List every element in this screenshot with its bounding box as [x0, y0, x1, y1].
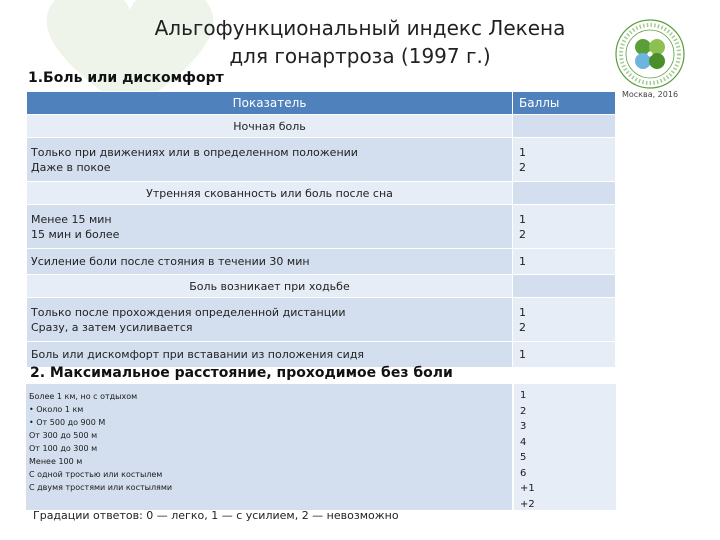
list-item: 5 [520, 452, 527, 463]
col-header-points: Баллы [513, 92, 616, 115]
group-header-row [27, 275, 616, 298]
gradations-note: Градации ответов: 0 — легко, 1 — с усилием, 2 — невозможно [33, 509, 399, 522]
distance-points-list [520, 388, 535, 512]
list-item: 2 [520, 405, 527, 417]
page-title: Альгофункциональный индекс Лекена для гонартроза (1997 г.) [154, 16, 566, 68]
list-item: С одной тростью или костылем [29, 470, 163, 479]
list-item: 1 [520, 390, 527, 401]
col-header-indicator: Показатель [27, 92, 513, 115]
clover-icon [635, 39, 665, 69]
table-row: Только после прохождения определенной дистанции Сразу, а затем усиливается 1 2 [27, 298, 616, 342]
distance-options-list [29, 390, 172, 494]
distance-options-box [26, 384, 512, 510]
group-title: Ночная боль [27, 115, 513, 138]
list-item: • Около 1 км [29, 405, 84, 414]
group-title: Боль возникает при ходьбе [27, 275, 513, 298]
group-header-row [27, 182, 616, 205]
list-item: Более 1 км, но с отдыхом [29, 392, 138, 401]
list-item: +1 [520, 483, 535, 494]
logo-caption: Москва, 2016 [621, 90, 679, 99]
group-header-row [27, 115, 616, 138]
list-item: От 100 до 300 м [29, 444, 98, 453]
table-row: Усиление боли после стояния в течении 30 мин 1 [27, 249, 616, 275]
group-title: Утренняя скованность или боль после сна [27, 182, 513, 205]
distance-points-box [514, 384, 616, 510]
table-row: Только при движениях или в определенном положении Даже в покое 1 2 [27, 138, 616, 182]
list-item: +2 [520, 498, 535, 510]
list-item: 4 [520, 436, 527, 448]
lequesne-index-table [26, 91, 616, 368]
table-header-row [27, 92, 616, 115]
table-row: Боль или дискомфорт при вставании из положения сидя 1 [27, 342, 616, 368]
list-item: С двумя тростями или костылями [29, 483, 173, 492]
section-1-title: 1.Боль или дискомфорт [28, 70, 224, 86]
list-item: Менее 100 м [29, 457, 83, 466]
table-row: Менее 15 мин 15 мин и более 1 2 [27, 205, 616, 249]
list-item: • От 500 до 900 М [29, 418, 106, 427]
list-item: От 300 до 500 м [29, 431, 98, 440]
list-item: 3 [520, 421, 527, 432]
section-2-title: 2. Максимальное расстояние, проходимое без боли [30, 365, 453, 381]
list-item: 6 [520, 467, 527, 479]
